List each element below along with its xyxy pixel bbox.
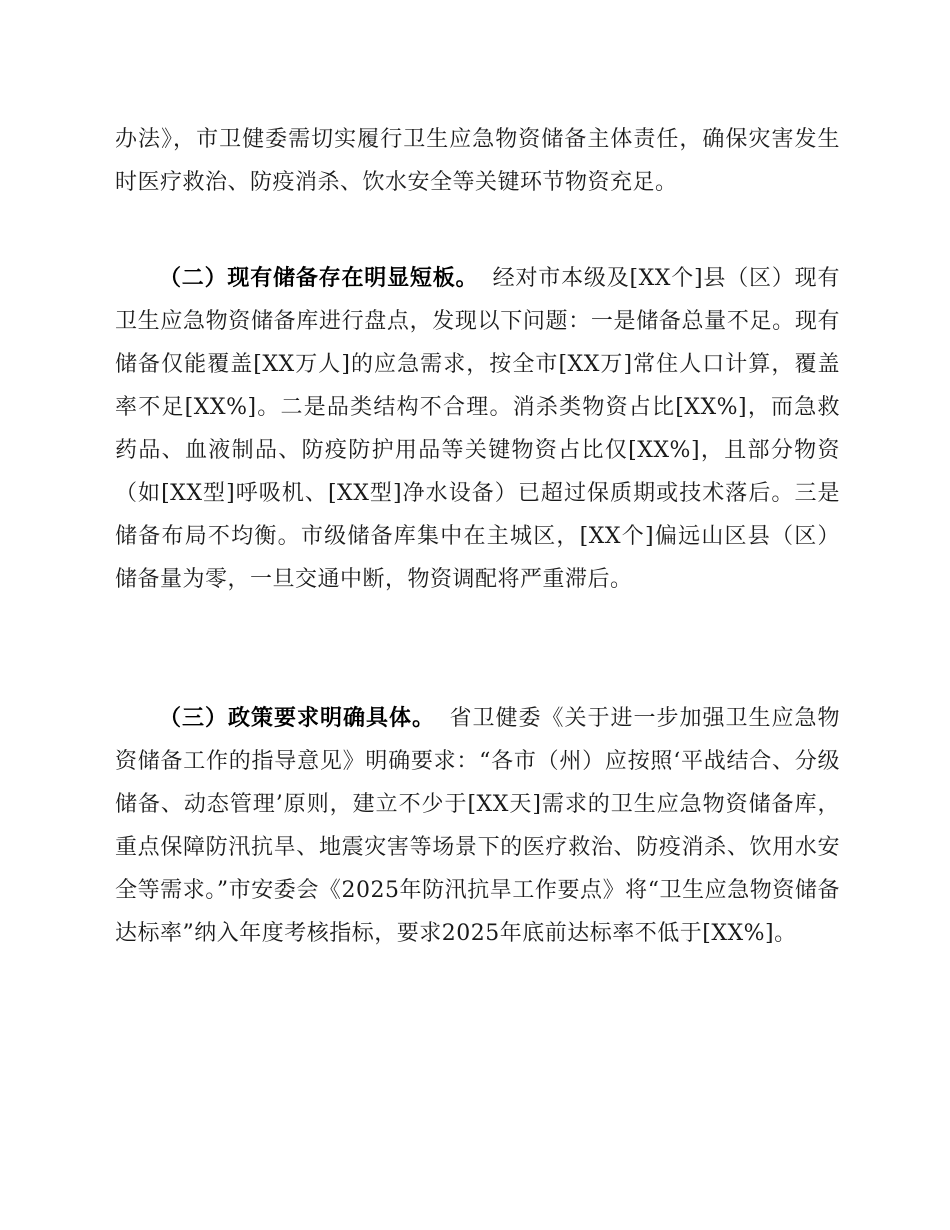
section-2-body: 经对市本级及[XX个]县（区）现有卫生应急物资储备库进行盘点，发现以下问题：一是储备总量不足。现有储备仅能覆盖[XX万人]的应急需求，按全市[XX万]常住人口计算，覆盖率不足[XX%]。二是品类结构不合理。消杀类物资占比[XX%]，而急救药品、血液制品、防疫防护用品等关键物资占比仅[XX%]，且部分物资（如[XX型]呼吸机、[XX型]净水设备）已超过保质期或技术落后。三是储备布局不均衡。市级储备库集中在主城区，[XX个]偏远山区县（区）储备量为零，一旦交通中断，物资调配将严重滞后。: [115, 266, 840, 592]
section-2-heading: （二）现有储备存在明显短板。: [159, 265, 479, 291]
paragraph-continuation: [115, 118, 840, 204]
section-2-paragraph: [115, 257, 840, 601]
section-3-body: 省卫健委《关于进一步加强卫生应急物资储备工作的指导意见》明确要求：“各市（州）应按照‘平战结合、分级储备、动态管理’原则，建立不少于[XX天]需求的卫生应急物资储备库，重点保障防汛抗旱、地震灾害等场景下的医疗救治、防疫消杀、饮用水安全等需求。”市安委会《2025年防汛抗旱工作要点》将“卫生应急物资储备达标率”纳入年度考核指标，要求2025年底前达标率不低于[XX%]。: [115, 706, 840, 946]
section-3-paragraph: [115, 697, 840, 955]
paragraph-1-text: 办法》，市卫健委需切实履行卫生应急物资储备主体责任，确保灾害发生时医疗救治、防疫消杀、饮水安全等关键环节物资充足。: [115, 127, 840, 195]
section-3-heading: （三）政策要求明确具体。: [159, 705, 435, 731]
